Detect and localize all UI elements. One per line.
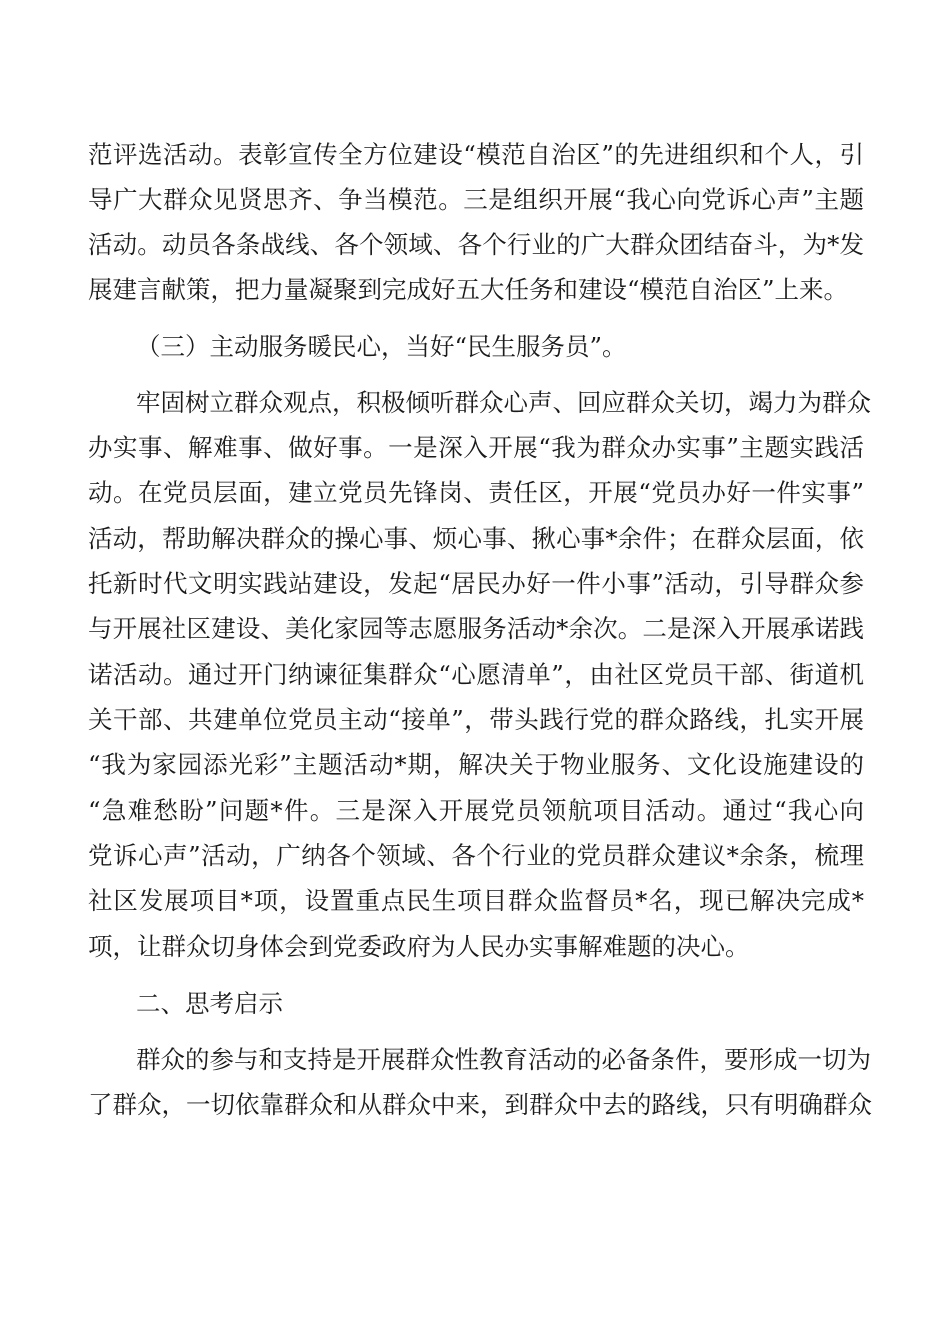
- paragraph-line: 党诉心声”活动，广纳各个领域、各个行业的党员群众建议*余条，梳理: [88, 841, 864, 870]
- paragraph-line: 了群众，一切依靠群众和从群众中来，到群众中去的路线，只有明确群众: [88, 1090, 872, 1119]
- paragraph-line: “我为家园添光彩”主题活动*期，解决关于物业服务、文化设施建设的: [88, 750, 864, 779]
- paragraph-line: 范评选活动。表彰宣传全方位建设“模范自治区”的先进组织和个人，引: [88, 140, 864, 169]
- section-heading: 二、思考启示: [136, 989, 283, 1018]
- paragraph-line: 办实事、解难事、做好事。一是深入开展“我为群众办实事”主题实践活: [88, 433, 864, 462]
- paragraph-line: 项，让群众切身体会到党委政府为人民办实事解难题的决心。: [88, 932, 750, 961]
- paragraph-line: 关干部、共建单位党员主动“接单”，带头践行党的群众路线，扎实开展: [88, 705, 864, 734]
- section-subheading: （三）主动服务暖民心，当好“民生服务员”。: [136, 332, 627, 361]
- paragraph-line: 活动，帮助解决群众的操心事、烦心事、揪心事*余件；在群众层面，依: [88, 524, 864, 553]
- paragraph-line: 诺活动。通过开门纳谏征集群众“心愿清单”，由社区党员干部、街道机: [88, 660, 864, 689]
- paragraph-line: 群众的参与和支持是开展群众性教育活动的必备条件，要形成一切为: [136, 1045, 871, 1074]
- paragraph-line: 托新时代文明实践站建设，发起“居民办好一件小事”活动，引导群众参: [88, 569, 864, 598]
- paragraph-line: 动。在党员层面，建立党员先锋岗、责任区，开展“党员办好一件实事”: [88, 478, 864, 507]
- paragraph-line: 展建言献策，把力量凝聚到完成好五大任务和建设“模范自治区”上来。: [88, 275, 849, 304]
- paragraph-line: 活动。动员各条战线、各个领域、各个行业的广大群众团结奋斗，为*发: [88, 230, 864, 259]
- paragraph-line: 社区发展项目*项，设置重点民生项目群众监督员*名，现已解决完成*: [88, 886, 864, 915]
- paragraph-line: “急难愁盼”问题*件。三是深入开展党员领航项目活动。通过“我心向: [88, 796, 864, 825]
- paragraph-line: 与开展社区建设、美化家园等志愿服务活动*余次。二是深入开展承诺践: [88, 614, 864, 643]
- paragraph-line: 导广大群众见贤思齐、争当模范。三是组织开展“我心向党诉心声”主题: [88, 185, 864, 214]
- paragraph-line: 牢固树立群众观点，积极倾听群众心声、回应群众关切，竭力为群众: [136, 388, 871, 417]
